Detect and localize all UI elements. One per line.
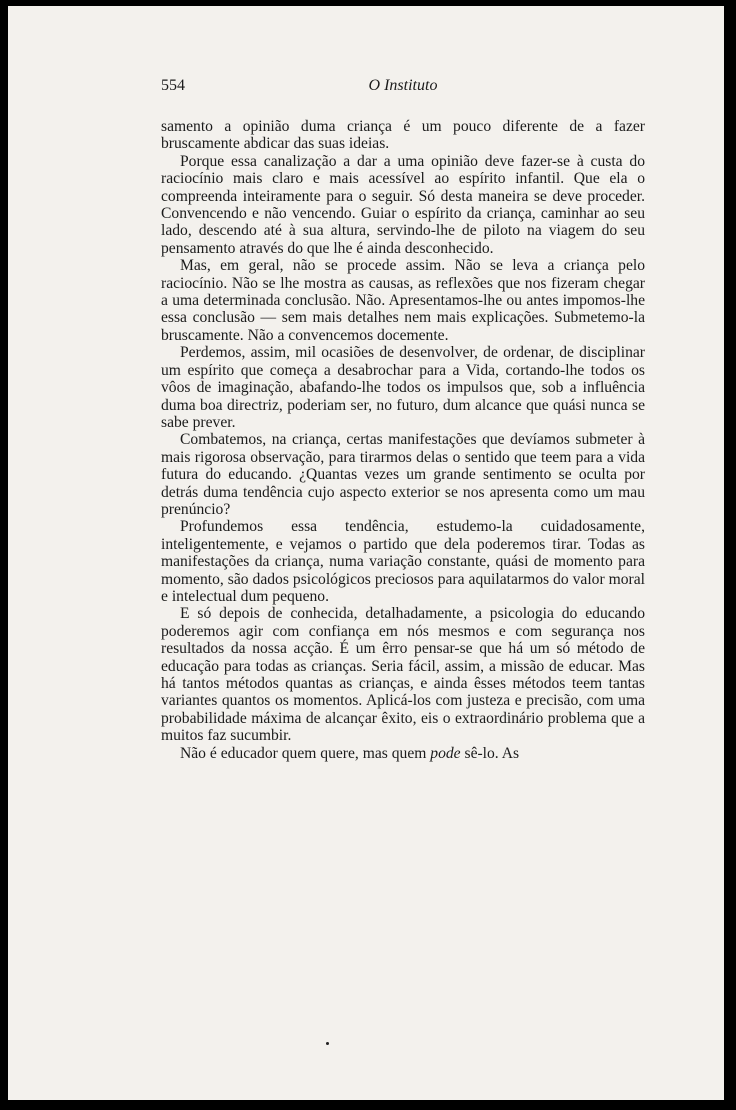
body-text [161, 118, 645, 762]
paragraph: Mas, em geral, não se procede assim. Não se leva a criança pelo raciocínio. Não se lhe mostra as causas, as reflexões que nos fizeram chegar a uma determinada conclusão. Não. Apresentamos-lhe ou antes impomos-lhe essa conclusão — sem mais detalhes nem mais explicações. Submetemo-la bruscamente. Não a convencemos docemente. [161, 257, 645, 344]
ink-speck [326, 1042, 329, 1045]
paragraph: E só depois de conhecida, detalhadamente, a psicologia do educando poderemos agir com confiança em nós mesmos e com segurança nos resultados da nossa acção. É um êrro pensar-se que há um só método de educação para todas as crianças. Seria fácil, assim, a missão de educar. Mas há tantos métodos quantas as crianças, e ainda êsses métodos teem tantas variantes quantos os momentos. Aplicá-los com justeza e precisão, com uma probabilidade máxima de alcançar êxito, eis o extraordinário problema que a muitos faz sucumbir. [161, 605, 645, 745]
last-paragraph-text: Não é educador quem quere, mas quem [180, 744, 427, 762]
last-paragraph-tail: sê-lo. As [464, 744, 520, 762]
paragraph: Profundemos essa tendência, estudemo-la cuidadosamente, inteligentemente, e vejamos o partido que dela poderemos tirar. Todas as manifestações da criança, numa variação constante, quási de momento para momento, são dados psicológicos preciosos para aquilatarmos do valor moral e intelectual dum pequeno. [161, 518, 645, 605]
page-header [161, 77, 645, 101]
paragraph-continuation: samento a opinião duma criança é um pouco diferente de a fazer bruscamente abdicar das suas ideias. [161, 118, 645, 153]
book-page [8, 6, 724, 1100]
paragraph: Porque essa canalização a dar a uma opinião deve fazer-se à custa do raciocínio mais claro e mais acessível ao espírito infantil. Que ela o compreenda inteiramente para o seguir. Só desta maneira se deve proceder. Convencendo e não vencendo. Guiar o espírito da criança, caminhar ao seu lado, descendo até à sua altura, servindo-lhe de piloto na viagem do seu pensamento através do que lhe é ainda desconhecido. [161, 152, 645, 257]
running-title: O Instituto [368, 77, 438, 94]
page-number: 554 [161, 77, 185, 94]
paragraph: Perdemos, assim, mil ocasiões de desenvolver, de ordenar, de disciplinar um espírito que começa a desabrochar para a Vida, cortando-lhe todos os vôos de imaginação, abafando-lhe todos os impulsos que, sob a influência duma boa directriz, poderiam ser, no futuro, dum alcance que quási nunca se sabe prever. [161, 344, 645, 431]
paragraph-last [161, 745, 645, 762]
paragraph: Combatemos, na criança, certas manifestações que devíamos submeter à mais rigorosa observação, para tirarmos delas o sentido que teem para a vida futura do educando. ¿Quantas vezes um grande sentimento se oculta por detrás duma tendência cujo aspecto exterior se nos apresenta como um mau prenúncio? [161, 431, 645, 518]
emphasized-word: pode [430, 744, 461, 762]
